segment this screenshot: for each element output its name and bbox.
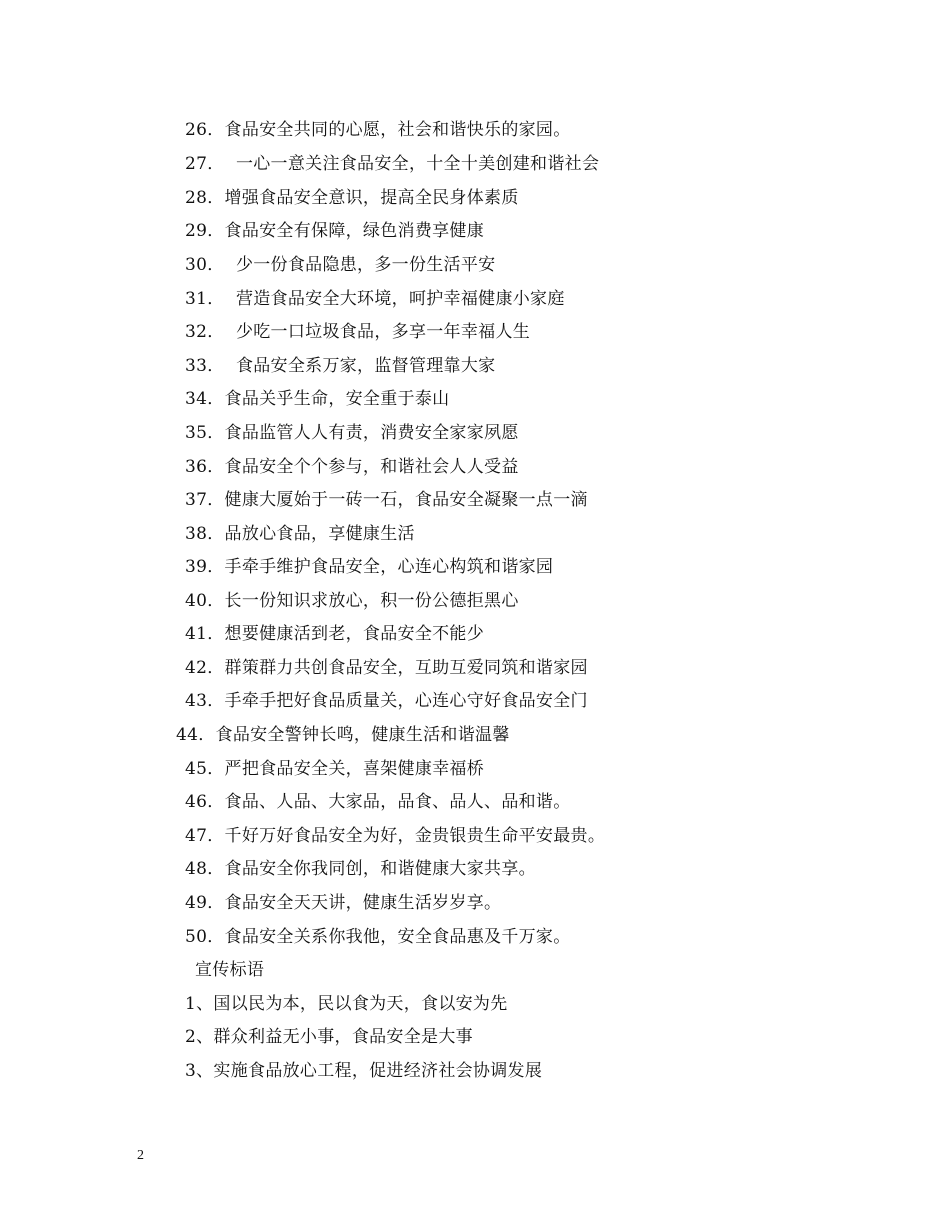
list-item: 36．食品安全个个参与，和谐社会人人受益 (185, 457, 519, 477)
list-item: 30． 少一份食品隐患，多一份生活平安 (185, 255, 496, 275)
list-item: 34．食品关乎生命，安全重于泰山 (185, 389, 450, 409)
list-item: 49．食品安全天天讲，健康生活岁岁享。 (185, 893, 502, 913)
list-item: 46．食品、人品、大家品，品食、品人、品和谐。 (185, 792, 571, 812)
slogan-item: 1、国以民为本，民以食为天，食以安为先 (185, 994, 508, 1014)
list-item: 37．健康大厦始于一砖一石，食品安全凝聚一点一滴 (185, 490, 588, 510)
list-item: 39．手牵手维护食品安全，心连心构筑和谐家园 (185, 557, 554, 577)
list-item: 44．食品安全警钟长鸣，健康生活和谐温馨 (176, 725, 510, 745)
list-item: 47．千好万好食品安全为好，金贵银贵生命平安最贵。 (185, 826, 606, 846)
list-item: 27． 一心一意关注食品安全，十全十美创建和谐社会 (185, 154, 600, 174)
list-item: 28．增强食品安全意识，提高全民身体素质 (185, 188, 519, 208)
page-number: 2 (137, 1148, 144, 1163)
section-heading: 宣传标语 (195, 960, 265, 980)
list-item: 40．长一份知识求放心，积一份公德拒黑心 (185, 591, 519, 611)
list-item: 38．品放心食品，享健康生活 (185, 524, 415, 544)
list-item: 33． 食品安全系万家，监督管理靠大家 (185, 356, 496, 376)
slogan-item: 3、实施食品放心工程，促进经济社会协调发展 (185, 1061, 543, 1081)
list-item: 35．食品监管人人有责，消费安全家家夙愿 (185, 423, 519, 443)
list-item: 50．食品安全关系你我他，安全食品惠及千万家。 (185, 927, 571, 947)
slogan-item: 2、群众利益无小事，食品安全是大事 (185, 1027, 473, 1047)
list-item: 32． 少吃一口垃圾食品，多享一年幸福人生 (185, 322, 531, 342)
list-item: 31． 营造食品安全大环境，呵护幸福健康小家庭 (185, 289, 565, 309)
list-item: 41．想要健康活到老，食品安全不能少 (185, 624, 485, 644)
list-item: 29．食品安全有保障，绿色消费享健康 (185, 221, 485, 241)
list-item: 42．群策群力共创食品安全，互助互爱同筑和谐家园 (185, 658, 588, 678)
list-item: 45．严把食品安全关，喜架健康幸福桥 (185, 759, 485, 779)
list-item: 26．食品安全共同的心愿，社会和谐快乐的家园。 (185, 120, 571, 140)
list-item: 43．手牵手把好食品质量关，心连心守好食品安全门 (185, 691, 588, 711)
list-item: 48．食品安全你我同创，和谐健康大家共享。 (185, 859, 536, 879)
